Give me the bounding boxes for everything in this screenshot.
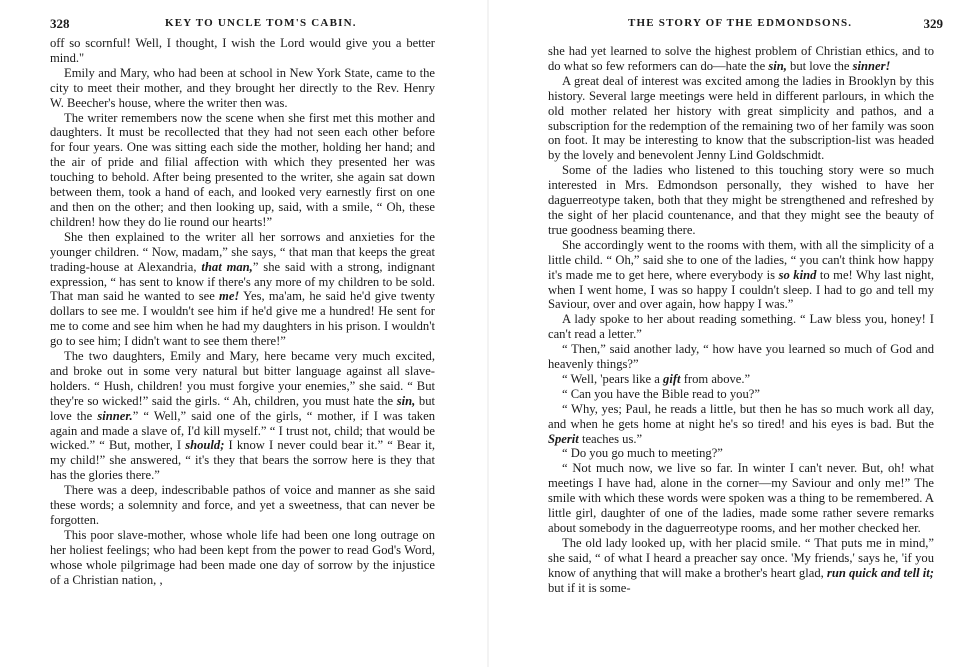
paragraph: There was a deep, indescribable pathos of voice and manner as she said these words; a solemnity and force, and yet a sweetness, that can never be forgotten.	[50, 483, 435, 527]
paragraph: She then explained to the writer all her sorrows and anxieties for the younger children. “ Now, madam,” she says, “ that man that keeps the great trading-house at Alexandria, that man,” she said with a strong, indignant expression, “ has sent to know if there's any more of my children to be sold. That man said he wanted to see me! Yes, ma'am, he said he'd give twenty dollars to see me. I wouldn't see him if he'd give me a hundred! He sent for me to come and see him when he had my daughters in his prison. I wouldn't go to see him; I didn't want to see them there!”	[50, 229, 435, 349]
paragraph: Emily and Mary, who had been at school in New York State, came to the city to meet their mother, and they brought her directly to the Rev. Henry W. Beecher's house, where the writer then was.	[50, 65, 435, 110]
paragraph: This poor slave-mother, whose whole life had been one long outrage on her holiest feelings; who had been kept from the power to read God's Word, whose whole pilgrimage had been made one day of sorrow by the injustice of a Christian nation, ,	[50, 527, 435, 587]
italic-emphasis: that man,	[201, 259, 253, 274]
italic-emphasis: Sperit	[548, 431, 579, 446]
paragraph: “ Not much now, we live so far. In winter I can't never. But, oh! what meetings I have had, alone in the corner—my Saviour and only me!” The smile with which these words were spoken was a thing to be remembered. A little girl, daughter of one of the ladies, made some rather severe remarks about somebody in the daguerreotype rooms, and her mother checked her.	[548, 461, 934, 535]
page-number: 328	[50, 16, 70, 31]
paragraph: “ Can you have the Bible read to you?”	[562, 386, 760, 401]
italic-emphasis: sin,	[396, 393, 416, 408]
italic-emphasis: sinner.	[97, 408, 133, 423]
running-head: KEY TO UNCLE TOM'S CABIN.	[165, 17, 357, 29]
italic-emphasis: should;	[185, 438, 225, 453]
right-page	[488, 0, 980, 667]
italic-emphasis: sin,	[768, 58, 787, 73]
italic-emphasis: so kind	[778, 267, 817, 282]
paragraph: “ Why, yes; Paul, he reads a little, but then he has so much work all day, and when he gets home at night he's so tired! and his eyes is bad. But the Sperit teaches us.”	[548, 401, 934, 446]
right-page-body	[548, 44, 934, 596]
italic-emphasis: me!	[219, 289, 240, 304]
paragraph: she had yet learned to solve the highest problem of Christian ethics, and to do what so few reformers can do—hate the sin, but love the sinner!	[548, 44, 934, 73]
italic-emphasis: sinner!	[852, 58, 891, 73]
running-head: THE STORY OF THE EDMONDSONS.	[628, 17, 853, 29]
italic-emphasis: gift	[663, 371, 681, 386]
paragraph: The two daughters, Emily and Mary, here became very much excited, and broke out in some very natural but bitter language against all slave-holders. “ Hush, children! you must forgive your enemies,” she said. “ But they're so wicked!” said the girls. “ Ah, children, you must hate the sin, but love the sinner.” “ Well,” said one of the girls, “ mother, if I was taken again and made a slave of, I'd kill myself.” “ I trust not, child; that would be wicked.” “ But, mother, I should; I know I never could bear it.” “ Bear it, my child!” she answered, “ it's they that bears the sorrow here is they that has the glories there.”	[50, 349, 435, 483]
paragraph: Some of the ladies who listened to this touching story were so much interested in Mrs. Edmondson personally, they wished to have her daguerreotype taken, both that they might be strengthened and refreshed by the sight of her placid countenance, and that they might see the beauty of true goodness beaming there.	[548, 163, 934, 237]
left-page	[0, 0, 488, 667]
paragraph: “ Well, 'pears like a gift from above.”	[562, 371, 751, 386]
paragraph: The old lady looked up, with her placid smile. “ That puts me in mind,” she said, “ of what I heard a preacher say once. 'My friends,' says he, 'if you know of anything that will make a brother's heart glad, run quick and tell it; but if it is some-	[548, 535, 934, 595]
paragraph: A lady spoke to her about reading something. “ Law bless you, honey! I can't read a letter.”	[548, 312, 934, 342]
paragraph: “ Then,” said another lady, “ how have you learned so much of God and heavenly things?”	[548, 342, 934, 372]
paragraph: She accordingly went to the rooms with them, with all the simplicity of a little child. “ Oh,” said she to one of the ladies, “ you can't think how happy it's made me to get here, where everybody is so kind to me! Why last night, when I went home, I was so happy I couldn't sleep. I had to go and tell my Saviour, over and over again, how happy I was.”	[548, 237, 934, 312]
left-page-body	[50, 36, 435, 588]
paragraph: off so scornful! Well, I thought, I wish the Lord would give you a better mind."	[50, 36, 435, 65]
italic-emphasis: run quick and tell it;	[826, 565, 934, 580]
paragraph: The writer remembers now the scene when she first met this mother and daughters. It must be recollected that they had not seen each other before for four years. One was sitting each side the mother, holding her hand; and the air of pride and filial affection with which they presented her was touching to behold. After being presented to the writer, she again sat down between them, took a hand of each, and looked very earnestly first on one and then on the other; and then looking up, said, with a smile, “ Oh, these children! how they do lie round our hearts!”	[50, 110, 435, 229]
page-number: 329	[923, 16, 943, 31]
paragraph: A great deal of interest was excited among the ladies in Brooklyn by this history. Several large meetings were held in different parlours, in which the old mother related her history with great simplicity and pathos, and a subscription for the redemption of the remaining two of her family was soon on foot. It may be interesting to know that the subscription-list was headed by the lovely and benevolent Jenny Lind Goldschmidt.	[548, 73, 934, 163]
paragraph: “ Do you go much to meeting?”	[562, 446, 723, 461]
